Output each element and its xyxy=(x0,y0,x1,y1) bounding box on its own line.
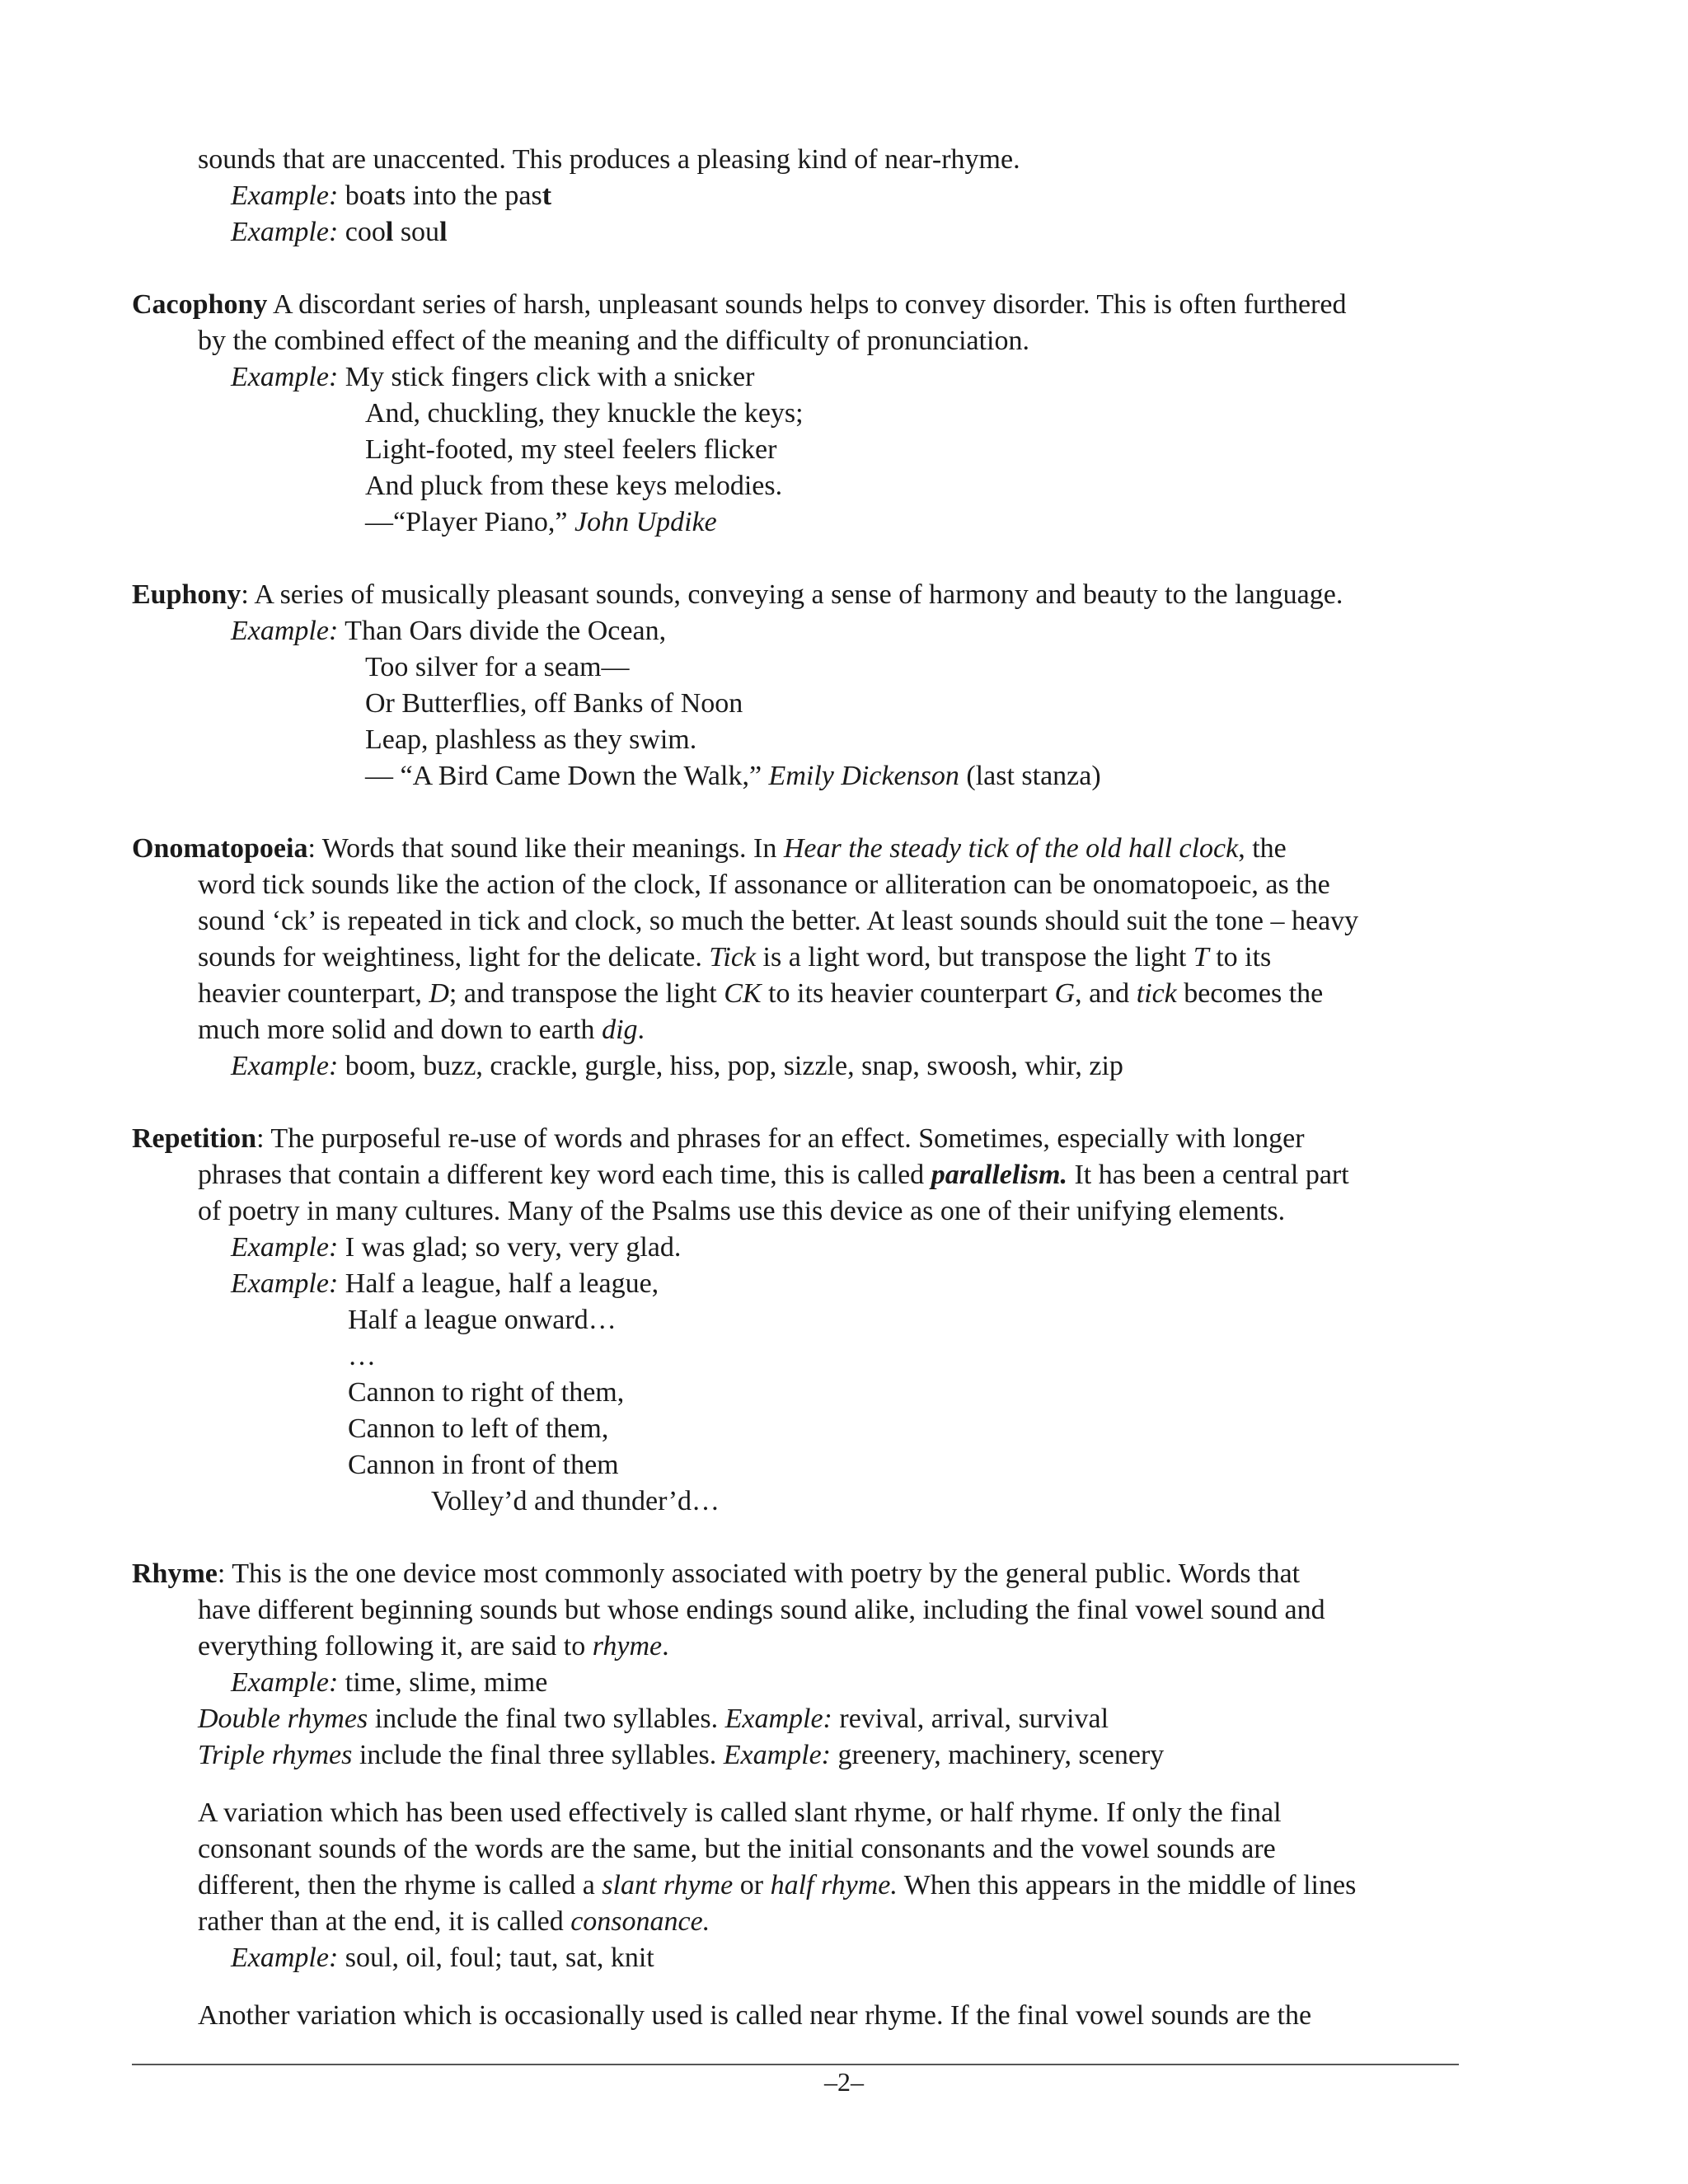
poem-line: Half a league onward… xyxy=(348,1305,617,1335)
triple-rhyme-line: Triple rhymes include the final three syllables. Example: greenery, machinery, scenery xyxy=(198,1740,1165,1770)
page-number: –2– xyxy=(824,2067,864,2097)
rhyme-definition: Rhyme: This is the one device most commonly associated with poetry by the general public. Words that xyxy=(132,1558,1301,1589)
example-line: Example: boats into the past xyxy=(231,180,552,211)
double-rhyme-line: Double rhymes include the final two syllables. Example: revival, arrival, survival xyxy=(198,1704,1109,1734)
onomatopoeia-definition: Onomatopoeia: Words that sound like their meanings. In Hear the steady tick of the old hall clock, the xyxy=(132,833,1287,864)
example-line: Example: soul, oil, foul; taut, sat, knit xyxy=(231,1943,654,1973)
example-line: Example: cool soul xyxy=(231,217,448,247)
example-line: Example: I was glad; so very, very glad. xyxy=(231,1232,682,1263)
poem-line: And, chuckling, they knuckle the keys; xyxy=(365,398,804,429)
example-line: Example: Than Oars divide the Ocean, xyxy=(231,616,667,646)
slant-rhyme-paragraph: A variation which has been used effectively is called slant rhyme, or half rhyme. If only the final xyxy=(198,1797,1282,1828)
poem-line: Or Butterflies, off Banks of Noon xyxy=(365,688,743,719)
example-line: Example: time, slime, mime xyxy=(231,1667,548,1698)
footer-rule xyxy=(132,2064,1459,2065)
poem-credit: — “A Bird Came Down the Walk,” Emily Dickenson (last stanza) xyxy=(365,761,1101,791)
assonance-continuation: sounds that are unaccented. This produces a pleasing kind of near-rhyme. xyxy=(198,144,1020,175)
euphony-definition: Euphony: A series of musically pleasant sounds, conveying a sense of harmony and beauty to the language. xyxy=(132,579,1343,610)
example-line: Example: Half a league, half a league, xyxy=(231,1268,659,1299)
poem-line: Leap, plashless as they swim. xyxy=(365,724,697,755)
example-line: Example: My stick fingers click with a snicker xyxy=(231,362,755,392)
near-rhyme-paragraph: Another variation which is occasionally used is called near rhyme. If the final vowel sounds are the xyxy=(198,2000,1312,2031)
poem-line: Too silver for a seam— xyxy=(365,652,630,682)
poem-credit: —“Player Piano,” John Updike xyxy=(365,507,717,537)
poem-line: Cannon to right of them, xyxy=(348,1377,625,1408)
poem-line: And pluck from these keys melodies. xyxy=(365,471,783,501)
poem-line: Light-footed, my steel feelers flicker xyxy=(365,434,777,465)
document-body: sounds that are unaccented. This produces a pleasing kind of near-rhyme. Example: boats into the past Example: cool soul Cacophony A discordant series of harsh, unpleasant sounds helps to convey disorder. This is often furthered by the combined effect of the meaning and the difficulty of pronunciation. Example: My stick fingers click with a snicker And, chuckling, they knuckle the keys; Light-footed, my steel feelers flicker And pluck from these keys melodies. —“Player Piano,” John Updike Euphony: A series of musically pleasant sounds, conveying a sense of harmony and beauty to the language. Example: Than Oars divide the Ocean, Too silver for a seam— Or Butterflies, off Banks of Noon Leap, plashless as they swim. — “A Bird Came Down the Walk,” Emily Dickenson (last stanza) Onomatopoeia: Words that sound like their meanings. In Hear the steady tick of the old hall clock, the word tick sounds like the action of the clock, If assonance or alliteration can be onomatopoeic, as the sound ‘ck’ is repeated in tick and clock, so much the better. At least sounds should suit the tone – heavy sounds for weightiness, light for the delicate. Tick is a light word, but transpose the light T to its heavier counterpart, D; and transpose the light CK to its heavier counterpart G, and tick becomes the much more solid and down to earth dig. Example: boom, buzz, crackle, gurgle, hiss, pop, sizzle, snap, swoosh, whir, zip Repetition: The purposeful re-use of words and phrases for an effect. Sometimes, especially with longer phrases that contain a different key word each time, this is called parallelism. It has been a central part of poetry in many cultures. Many of the Psalms use this device as one of their unifying elements. Example: I was glad; so very, very glad. Example: Half a league, half a league, Half a league onward… … Cannon to right of them, Cannon to left of them, Cannon in front of them Volley’d and thunder’d… Rhyme: This is the one device most commonly associated with poetry by the general public. Words that have different beginning sounds but whose endings sound alike, including the final vowel sound and everything following it, are said to rhyme. Example: time, slime, mime Double rhymes include the final two syllables. Example: revival, arrival, survival Triple rhymes include the final three syllables. Example: greenery, machinery, scenery A variation which has been used effectively is called slant rhyme, or half rhyme. If only the final consonant sounds of the words are the same, but the initial consonants and the vowel sounds are different, then the rhyme is called a slant rhyme or half rhyme. When this appears in the middle of lines rather than at the end, it is called consonance. Example: soul, oil, foul; taut, sat, knit Another variation which is occasionally used is called near rhyme. If the final vowel sounds are the xyxy=(132,142,1459,2034)
poem-line: … xyxy=(348,1341,376,1371)
poem-line: Cannon to left of them, xyxy=(348,1413,609,1444)
repetition-definition: Repetition: The purposeful re-use of words and phrases for an effect. Sometimes, especially with longer xyxy=(132,1123,1305,1154)
poem-line: Volley’d and thunder’d… xyxy=(431,1486,720,1516)
cacophony-definition: Cacophony A discordant series of harsh, unpleasant sounds helps to convey disorder. This is often furthered xyxy=(132,289,1347,320)
example-line: Example: boom, buzz, crackle, gurgle, hiss, pop, sizzle, snap, swoosh, whir, zip xyxy=(231,1051,1123,1081)
poem-line: Cannon in front of them xyxy=(348,1450,619,1480)
